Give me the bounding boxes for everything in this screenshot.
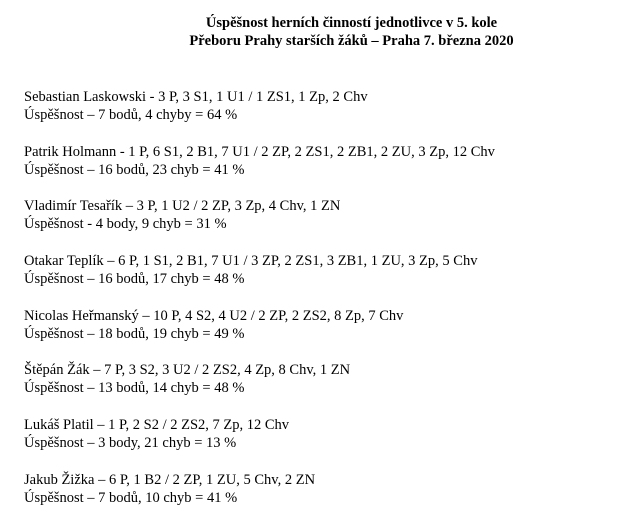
player-success: Úspěšnost – 16 bodů, 17 chyb = 48 % (24, 271, 245, 288)
player-success: Úspěšnost – 3 body, 21 chyb = 13 % (24, 435, 237, 452)
player-entry (24, 143, 639, 198)
player-entry (24, 471, 639, 526)
player-entry (24, 197, 639, 252)
player-stats: Vladimír Tesařík – 3 P, 1 U2 / 2 ZP, 3 Zp, 4 Chv, 1 ZN (24, 198, 341, 215)
document-title (0, 14, 643, 50)
player-success: Úspěšnost – 16 bodů, 23 chyb = 41 % (24, 161, 245, 178)
player-stats: Otakar Teplík – 6 P, 1 S1, 2 B1, 7 U1 / 3 ZP, 2 ZS1, 3 ZB1, 1 ZU, 3 Zp, 5 Chv (24, 253, 478, 270)
player-entry (24, 307, 639, 362)
player-success: Úspěšnost – 7 bodů, 10 chyb = 41 % (24, 489, 238, 506)
player-entry (24, 88, 639, 143)
player-success: Úspěšnost – 7 bodů, 4 chyby = 64 % (24, 107, 238, 123)
player-success: Úspěšnost - 4 body, 9 chyb = 31 % (24, 216, 227, 233)
player-stats: Lukáš Platil – 1 P, 2 S2 / 2 ZS2, 7 Zp, 12 Chv (24, 417, 290, 434)
player-entry (24, 252, 639, 307)
title-line-1: Úspěšnost herních činností jednotlivce v 5. kole (205, 15, 498, 31)
player-stats: Jakub Žižka – 6 P, 1 B2 / 2 ZP, 1 ZU, 5 Chv, 2 ZN (24, 471, 316, 488)
player-list (24, 88, 639, 526)
player-stats: Štěpán Žák – 7 P, 3 S2, 3 U2 / 2 ZS2, 4 Zp, 8 Chv, 1 ZN (24, 362, 351, 379)
player-success: Úspěšnost – 13 bodů, 14 chyb = 48 % (24, 380, 245, 397)
player-entry (24, 361, 639, 416)
player-success: Úspěšnost – 18 bodů, 19 chyb = 49 % (24, 325, 245, 342)
player-stats: Nicolas Heřmanský – 10 P, 4 S2, 4 U2 / 2 ZP, 2 ZS2, 8 Zp, 7 Chv (24, 307, 404, 324)
player-stats: Patrik Holmann - 1 P, 6 S1, 2 B1, 7 U1 / 2 ZP, 2 ZS1, 2 ZB1, 2 ZU, 3 Zp, 12 Chv (24, 143, 495, 160)
player-stats: Sebastian Laskowski - 3 P, 3 S1, 1 U1 / 1 ZS1, 1 Zp, 2 Chv (24, 89, 368, 105)
player-entry (24, 416, 639, 471)
title-line-2: Přeboru Prahy starších žáků – Praha 7. března 2020 (189, 33, 514, 49)
